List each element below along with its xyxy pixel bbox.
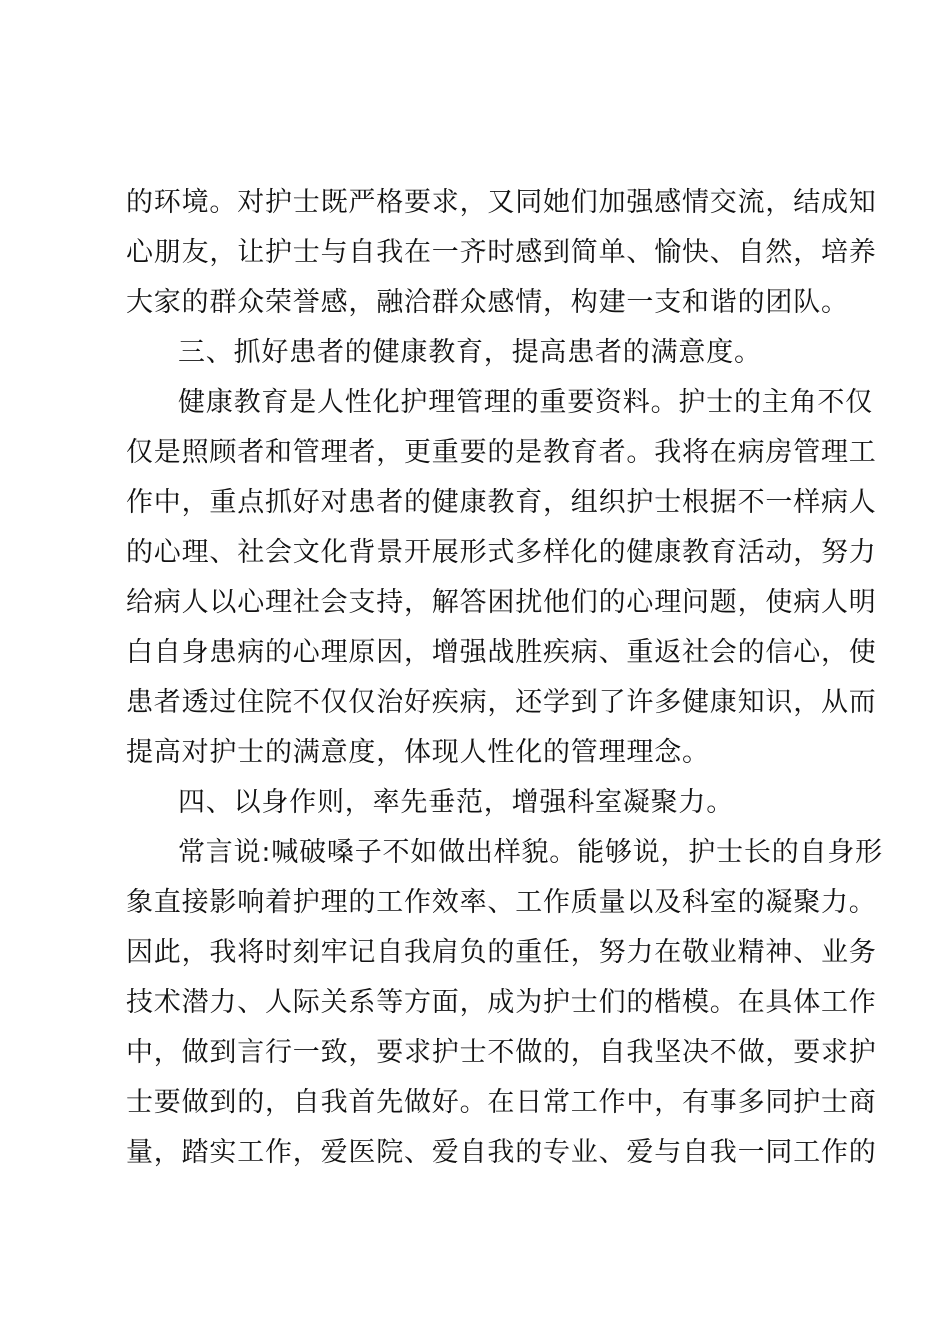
paragraph-first-line: 健康教育是人性化护理管理的重要资料。护士的主角不仅 <box>178 387 873 418</box>
text-line: 技术潜力、人际关系等方面，成为护士们的楷模。在具体工作 <box>126 987 877 1018</box>
section-heading: 四、以身作则，率先垂范，增强科室凝聚力。 <box>178 787 734 818</box>
text-line: 给病人以心理社会支持，解答困扰他们的心理问题，使病人明 <box>126 587 877 618</box>
text-line: 象直接影响着护理的工作效率、工作质量以及科室的凝聚力。 <box>126 887 877 918</box>
text-line: 仅是照顾者和管理者，更重要的是教育者。我将在病房管理工 <box>126 437 877 468</box>
text-line: 量，踏实工作，爱医院、爱自我的专业、爱与自我一同工作的 <box>126 1137 877 1168</box>
text-line: 心朋友，让护士与自我在一齐时感到简单、愉快、自然，培养 <box>126 237 877 268</box>
text-line: 大家的群众荣誉感，融洽群众感情，构建一支和谐的团队。 <box>126 287 849 318</box>
text-line: 白自身患病的心理原因，增强战胜疾病、重返社会的信心，使 <box>126 637 877 668</box>
text-line: 士要做到的，自我首先做好。在日常工作中，有事多同护士商 <box>126 1087 877 1118</box>
section-heading: 三、抓好患者的健康教育，提高患者的满意度。 <box>178 337 762 368</box>
text-line: 患者透过住院不仅仅治好疾病，还学到了许多健康知识，从而 <box>126 687 877 718</box>
document-body <box>126 178 883 1178</box>
text-line: 中，做到言行一致，要求护士不做的，自我坚决不做，要求护 <box>126 1037 877 1068</box>
text-line: 的环境。对护士既严格要求，又同她们加强感情交流，结成知 <box>126 187 877 218</box>
text-line: 提高对护士的满意度，体现人性化的管理理念。 <box>126 737 710 768</box>
text-line: 的心理、社会文化背景开展形式多样化的健康教育活动，努力 <box>126 537 877 568</box>
text-line: 因此，我将时刻牢记自我肩负的重任，努力在敬业精神、业务 <box>126 937 877 968</box>
text-line: 作中，重点抓好对患者的健康教育，组织护士根据不一样病人 <box>126 487 877 518</box>
paragraph-first-line: 常言说:喊破嗓子不如做出样貌。能够说，护士长的自身形 <box>178 837 883 868</box>
